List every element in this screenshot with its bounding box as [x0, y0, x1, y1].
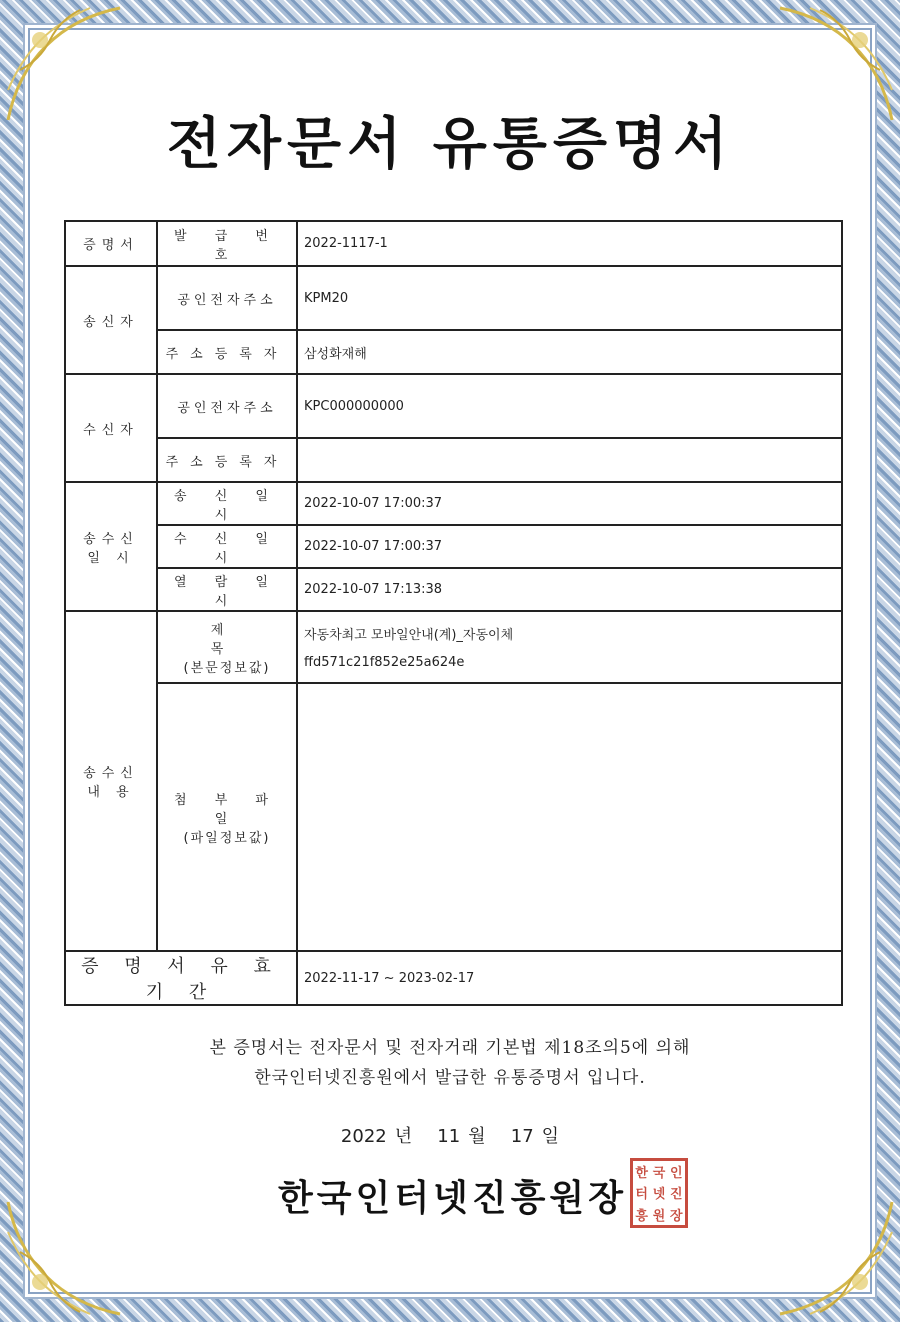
- table-row: [65, 438, 842, 482]
- legal-note-line1: 본 증명서는 전자문서 및 전자거래 기본법 제18조의5에 의해: [209, 1038, 691, 1058]
- datetime-group-line2: 일 시: [87, 550, 135, 566]
- viewed-datetime-label: 열 람 일 시: [157, 568, 297, 611]
- seal-char: 인: [670, 1166, 683, 1182]
- subject-value-cell: [297, 611, 842, 683]
- received-datetime-label: 수 신 일 시: [157, 525, 297, 568]
- sender-registrant-value: 삼성화재해: [297, 330, 842, 374]
- sender-registrant-label: 주소등록자: [157, 330, 297, 374]
- subject-label: [157, 611, 297, 683]
- issue-date-month-unit: 월: [468, 1126, 486, 1147]
- table-row: [65, 568, 842, 611]
- table-row: [65, 330, 842, 374]
- content-group-line2: 내 용: [87, 785, 135, 800]
- legal-note-line2: 한국인터넷진흥원에서 발급한 유통증명서 입니다.: [254, 1068, 646, 1088]
- corner-ornament-icon: [770, 1192, 900, 1322]
- issue-date-month: 11: [437, 1126, 461, 1147]
- received-datetime-value: 2022-10-07 17:00:37: [297, 525, 842, 568]
- issue-date: [0, 1122, 900, 1148]
- table-row: [65, 951, 842, 1005]
- datetime-group-line1: 송수신: [83, 531, 139, 547]
- receiver-group-label: 수신자: [65, 374, 157, 482]
- viewed-datetime-value: 2022-10-07 17:13:38: [297, 568, 842, 611]
- issuer-name: 한국인터넷진흥원장: [278, 1177, 627, 1219]
- seal-char: 국: [652, 1166, 666, 1182]
- receiver-address-label: 공인전자주소: [157, 374, 297, 438]
- issue-date-year-unit: 년: [394, 1126, 413, 1147]
- page-title: 전자문서 유통증명서: [166, 111, 734, 177]
- attachment-label-line2: (파일정보값): [183, 830, 271, 846]
- table-row: [65, 482, 842, 525]
- legal-note: [0, 1033, 900, 1093]
- datetime-group-label: [65, 482, 157, 611]
- certificate-table: [64, 220, 843, 1006]
- sender-address-label: 공인전자주소: [157, 266, 297, 330]
- receiver-registrant-label: 주소등록자: [157, 438, 297, 482]
- table-row: [65, 525, 842, 568]
- issue-date-day: 17: [510, 1126, 534, 1147]
- receiver-registrant-value: [297, 438, 842, 482]
- subject-label-line2: (본문정보값): [183, 660, 271, 676]
- sent-datetime-value: 2022-10-07 17:00:37: [297, 482, 842, 525]
- seal-char: 터: [635, 1187, 648, 1203]
- subject-label-line1: 제 목: [210, 622, 264, 657]
- attachment-value: [297, 683, 842, 951]
- seal-char: 원: [652, 1208, 666, 1224]
- table-row: [65, 611, 842, 683]
- sender-address-value: KPM20: [297, 266, 842, 330]
- content-group-label: [65, 611, 157, 951]
- table-row: [65, 683, 842, 951]
- subject-value: 자동차최고 모바일안내(계)_자동이체: [304, 628, 514, 643]
- table-row: [65, 221, 842, 266]
- seal-char: 흥: [635, 1208, 648, 1224]
- validity-label: 증 명 서 유 효 기 간: [65, 951, 297, 1005]
- subject-hash-value: ffd571c21f852e25a624e: [304, 655, 465, 670]
- issue-date-year: 2022: [340, 1126, 387, 1147]
- seal-char: 진: [670, 1187, 683, 1203]
- receiver-address-value: KPC000000000: [297, 374, 842, 438]
- issue-number-value: 2022-1117-1: [297, 221, 842, 266]
- attachment-label: [157, 683, 297, 951]
- issue-number-label: 발 급 번 호: [157, 221, 297, 266]
- validity-value: 2022-11-17 ~ 2023-02-17: [297, 951, 842, 1005]
- issue-group-label: 증명서: [65, 221, 157, 266]
- sender-group-label: 송신자: [65, 266, 157, 374]
- table-row: [65, 266, 842, 330]
- seal-char: 넷: [652, 1187, 666, 1203]
- issue-date-day-unit: 일: [541, 1126, 560, 1147]
- seal-char: 장: [670, 1208, 683, 1224]
- official-seal-stamp: [630, 1158, 688, 1228]
- table-row: [65, 374, 842, 438]
- corner-ornament-icon: [0, 1192, 130, 1322]
- seal-char: 한: [635, 1166, 648, 1182]
- content-group-line1: 송수신: [83, 766, 139, 781]
- sent-datetime-label: 송 신 일 시: [157, 482, 297, 525]
- attachment-label-line1: 첨 부 파 일: [174, 792, 280, 827]
